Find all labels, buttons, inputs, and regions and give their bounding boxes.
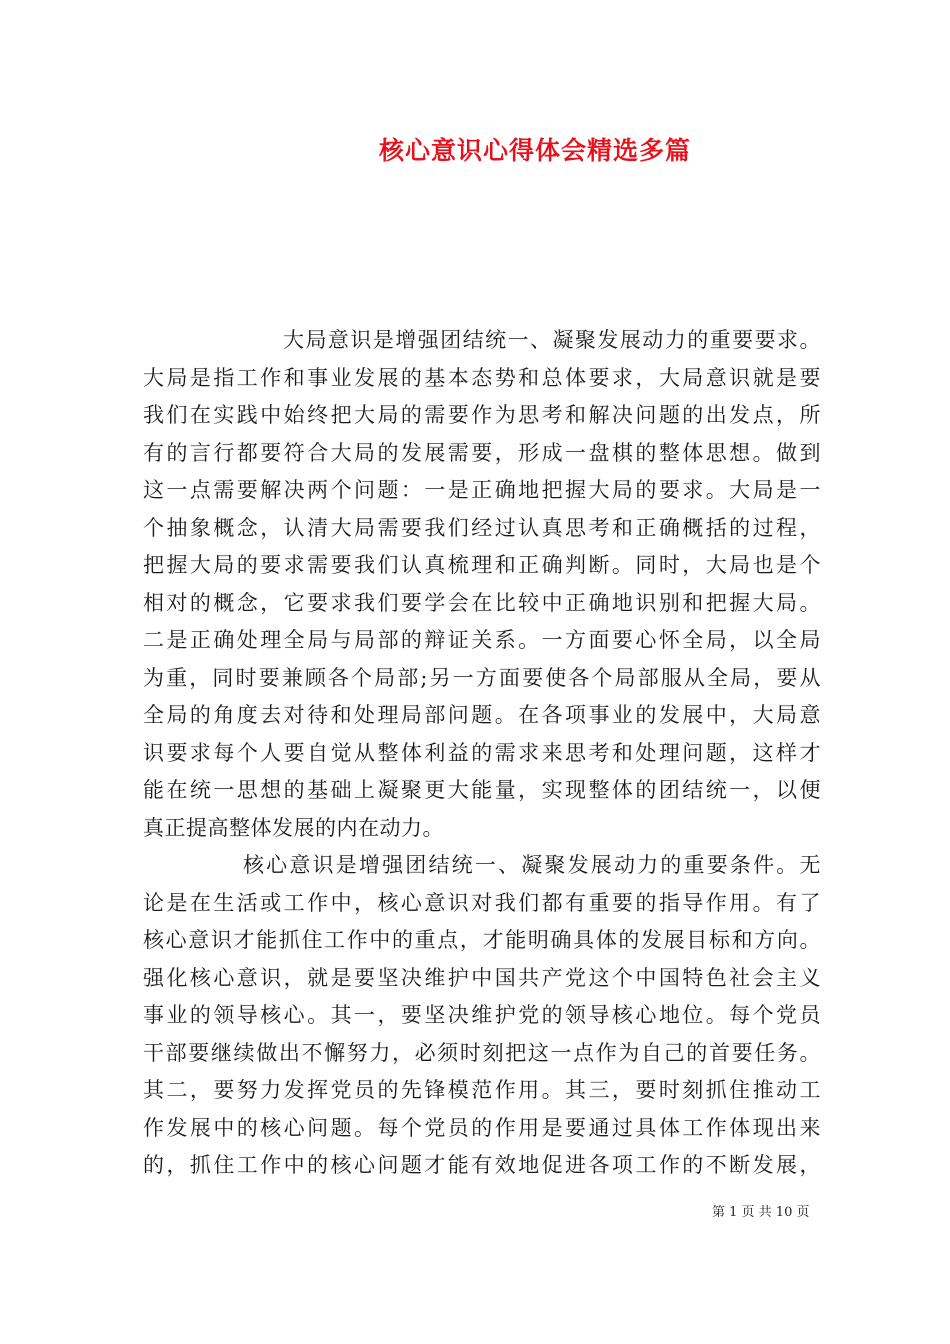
- paragraph-line: 能在统一思想的基础上凝聚更大能量，实现整体的团结统一，以便: [143, 778, 821, 802]
- paragraph-line: 相对的概念，它要求我们要学会在比较中正确地识别和把握大局。: [143, 590, 821, 615]
- paragraph-line: 大局是指工作和事业发展的基本态势和总体要求，大局意识就是要: [143, 365, 821, 390]
- paragraph-line: 干部要继续做出不懈努力，必须时刻把这一点作为自己的首要任务。: [143, 1040, 821, 1065]
- paragraph-line: 论是在生活或工作中，核心意识对我们都有重要的指导作用。有了: [143, 890, 821, 915]
- paragraph-line: 为重，同时要兼顾各个局部;另一方面要使各个局部服从全局，要从: [143, 665, 821, 690]
- paragraph-line: 核心意识才能抓住工作中的重点，才能明确具体的发展目标和方向。: [143, 928, 821, 952]
- page-number-footer: 第 1 页 共 10 页: [712, 1205, 810, 1220]
- paragraph-line: 识要求每个人要自觉从整体利益的需求来思考和处理问题，这样才: [143, 740, 821, 765]
- paragraph-line: 我们在实践中始终把大局的需要作为思考和解决问题的出发点，所: [143, 403, 821, 427]
- paragraph-2: [143, 847, 821, 1185]
- paragraph-line: 真正提高整体发展的内在动力。: [143, 815, 444, 840]
- paragraph-line: 的，抓住工作中的核心问题才能有效地促进各项工作的不断发展，: [143, 1153, 821, 1177]
- paragraph-line: 大局意识是增强团结统一、凝聚发展动力的重要要求。: [283, 328, 821, 352]
- paragraph-1: [143, 322, 821, 847]
- paragraph-line: 核心意识是增强团结统一、凝聚发展动力的重要条件。无: [243, 853, 821, 877]
- paragraph-line: 个抽象概念，认清大局需要我们经过认真思考和正确概括的过程，: [143, 515, 821, 540]
- paragraph-line: 有的言行都要符合大局的发展需要，形成一盘棋的整体思想。做到: [143, 440, 821, 465]
- paragraph-line: 二是正确处理全局与局部的辩证关系。一方面要心怀全局，以全局: [143, 628, 821, 652]
- paragraph-line: 强化核心意识，就是要坚决维护中国共产党这个中国特色社会主义: [143, 965, 821, 990]
- paragraph-line: 这一点需要解决两个问题：一是正确地把握大局的要求。大局是一: [143, 478, 821, 502]
- document-title: 核心意识心得体会精选多篇: [378, 136, 691, 165]
- paragraph-line: 其二，要努力发挥党员的先锋模范作用。其三，要时刻抓住推动工: [143, 1078, 821, 1102]
- paragraph-line: 把握大局的要求需要我们认真梳理和正确判断。同时，大局也是个: [143, 553, 821, 577]
- document-body: [143, 322, 821, 1185]
- paragraph-line: 全局的角度去对待和处理局部问题。在各项事业的发展中，大局意: [143, 703, 821, 727]
- paragraph-line: 作发展中的核心问题。每个党员的作用是要通过具体工作体现出来: [143, 1115, 821, 1140]
- paragraph-line: 事业的领导核心。其一，要坚决维护党的领导核心地位。每个党员: [143, 1003, 821, 1027]
